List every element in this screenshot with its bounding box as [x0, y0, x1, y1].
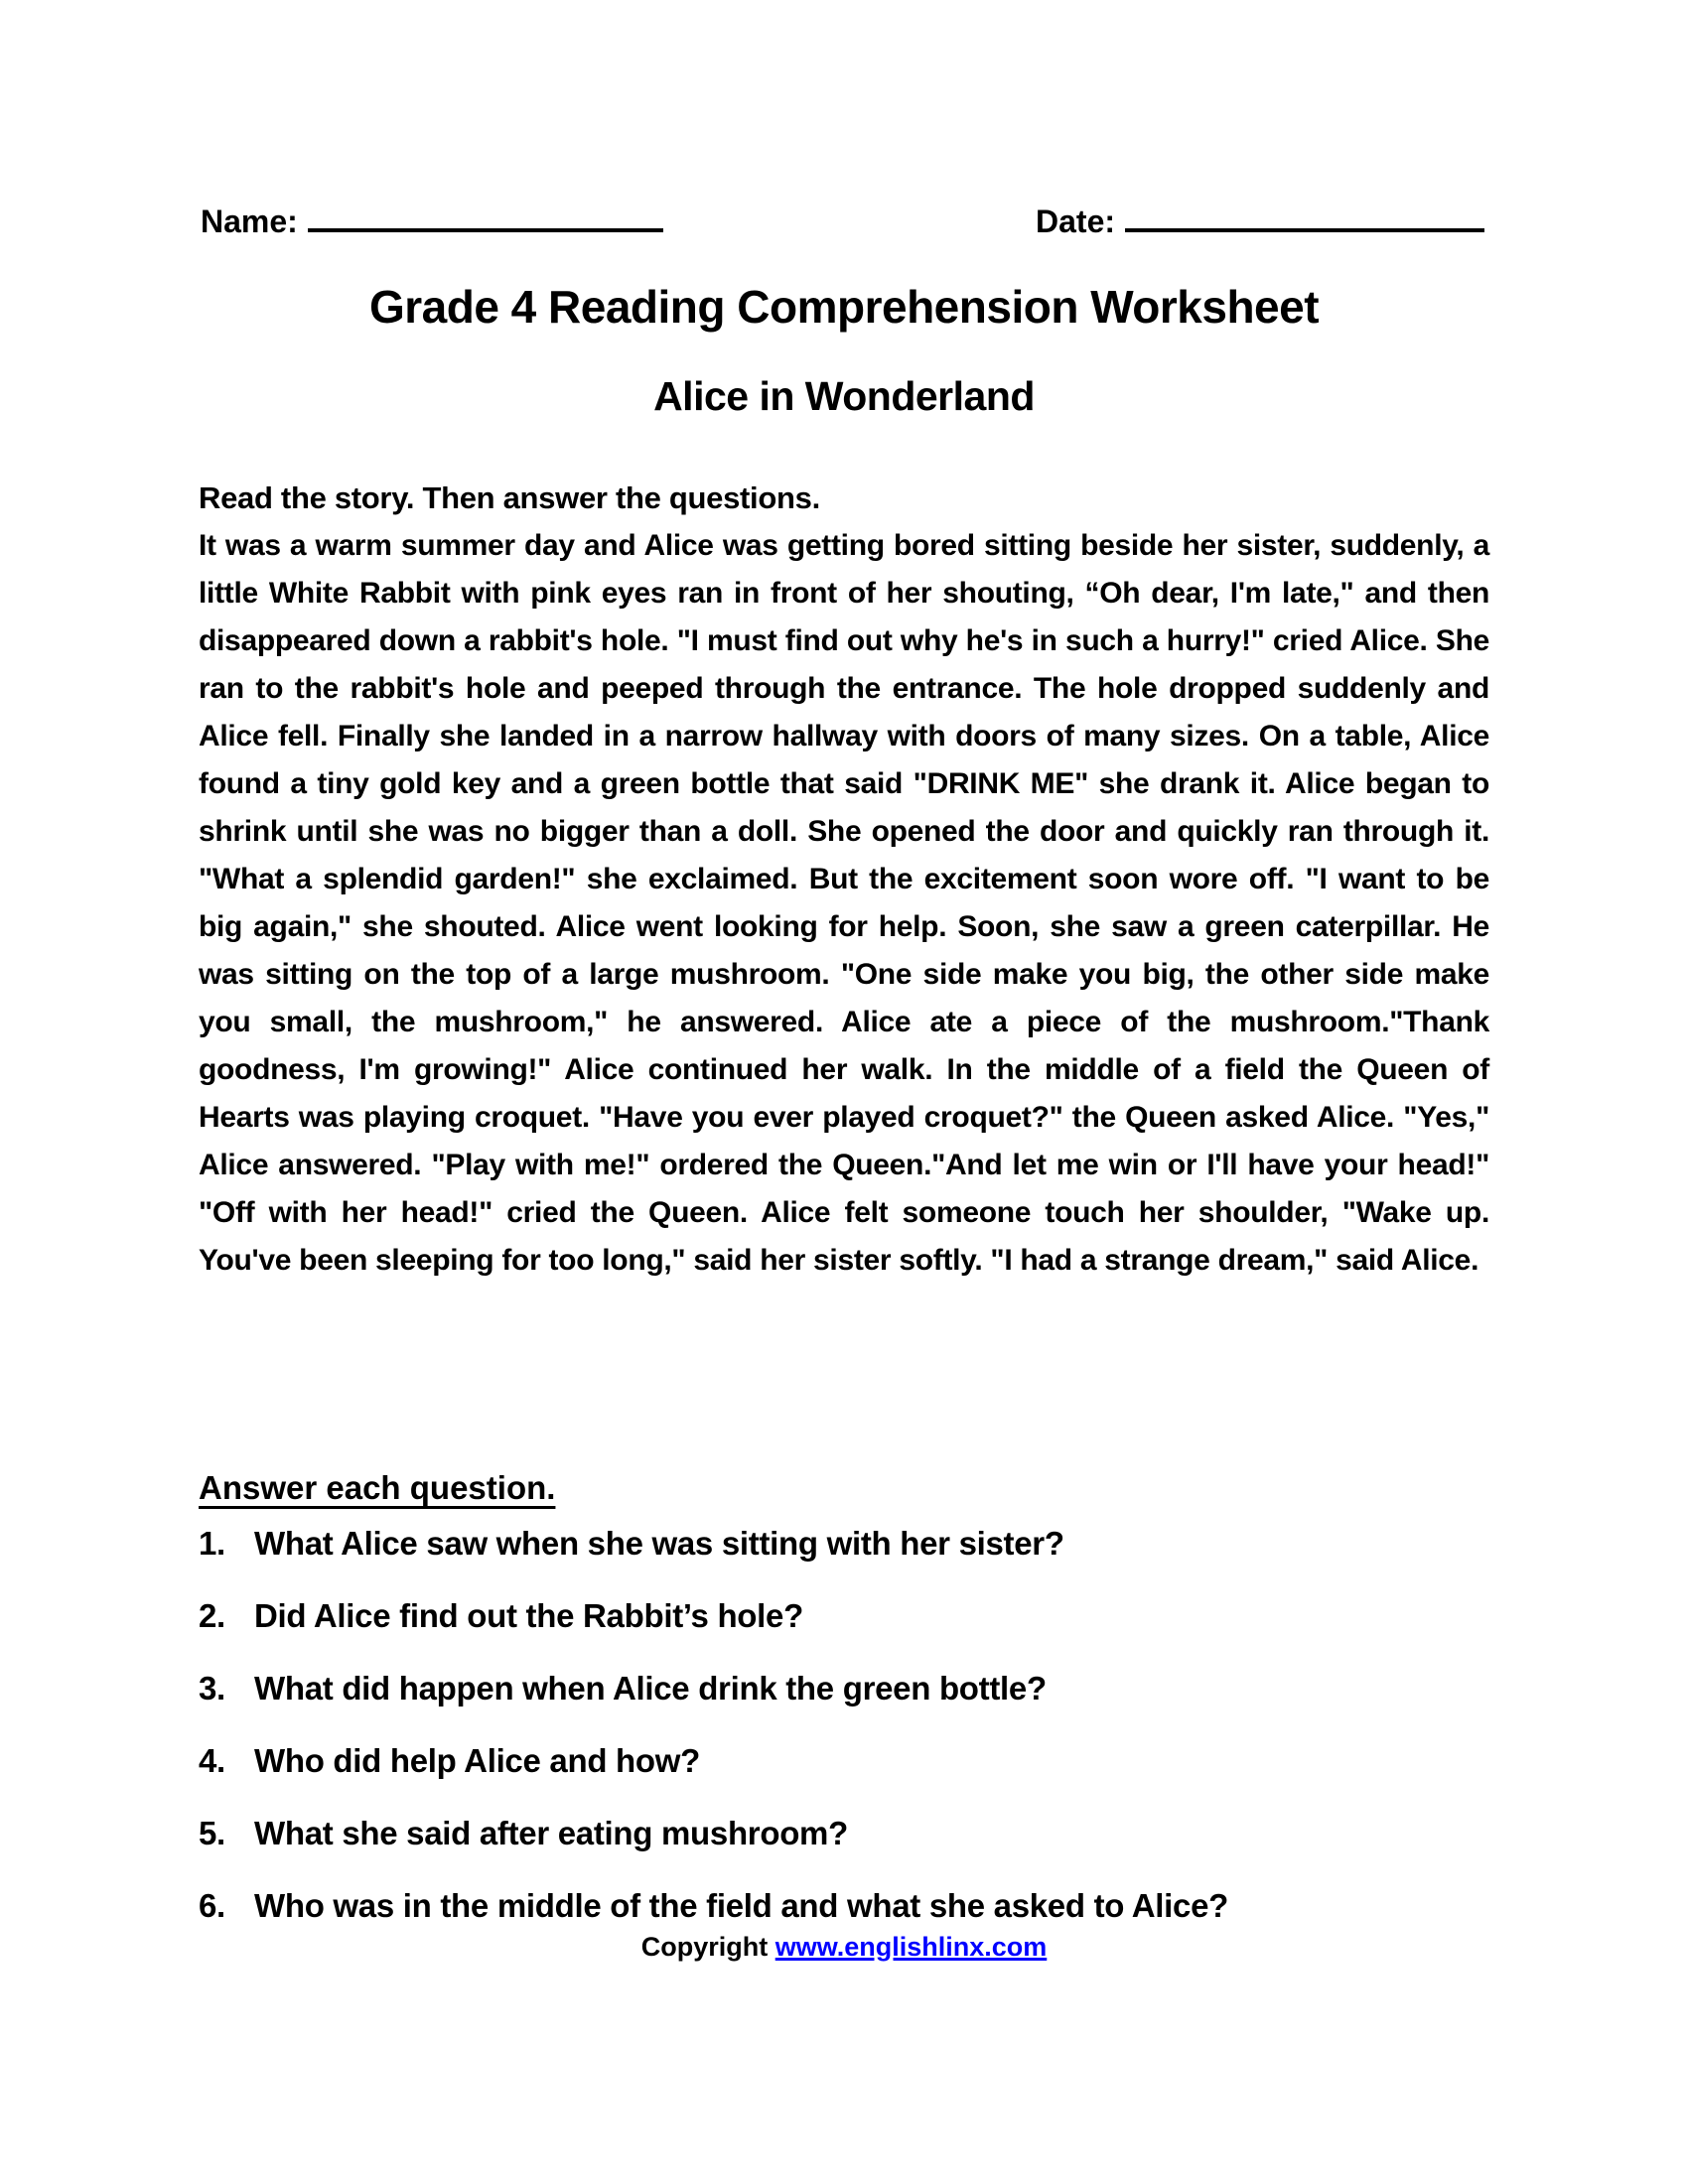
story-title: Alice in Wonderland — [653, 373, 1035, 419]
question-text: What she said after eating mushroom? — [254, 1815, 848, 1851]
question-number: 5. — [199, 1815, 225, 1851]
englishlinx-link[interactable]: www.englishlinx.com — [774, 1932, 1048, 1962]
question-number: 2. — [199, 1597, 225, 1634]
question-text: What Alice saw when she was sitting with her sister? — [254, 1525, 1064, 1562]
answer-section — [199, 1469, 555, 1507]
copyright-label: Copyright — [640, 1932, 775, 1962]
name-label: Name: — [201, 204, 298, 239]
date-blank-line — [1125, 199, 1484, 232]
question-row-4 — [199, 1739, 1509, 1783]
story-section — [199, 475, 1489, 1285]
question-row-3 — [199, 1667, 1509, 1710]
instruction-text: Read the story. Then answer the questions. — [199, 480, 820, 515]
answer-heading: Answer each question. — [199, 1469, 556, 1506]
question-number: 1. — [199, 1525, 225, 1562]
name-blank-line — [308, 199, 663, 232]
question-text: Who did help Alice and how? — [254, 1742, 700, 1779]
question-row-2 — [199, 1594, 1509, 1638]
question-text: What did happen when Alice drink the green bottle? — [254, 1670, 1047, 1706]
footer — [199, 1932, 1489, 1963]
question-text: Did Alice find out the Rabbit’s hole? — [254, 1597, 803, 1634]
question-row-1 — [199, 1522, 1509, 1566]
question-number: 4. — [199, 1742, 225, 1779]
date-label: Date: — [1036, 204, 1116, 239]
question-number: 3. — [199, 1670, 225, 1706]
question-text: Who was in the middle of the field and what she asked to Alice? — [254, 1887, 1229, 1924]
page-title: Grade 4 Reading Comprehension Worksheet — [368, 281, 1320, 333]
questions-list — [199, 1522, 1509, 1957]
story-paragraph: It was a warm summer day and Alice was getting bored sitting beside her sister, suddenly, a little White Rabbit with pink eyes ran in front of her shouting, “Oh dear, I'm late," and then disappeared down a rabbit's hole. "I must find out why he's in such a hurry!" cried Alice. She ran to the rabbit's hole and peeped through the entrance. The hole dropped suddenly and Alice fell. Finally she landed in a narrow hallway with doors of many sizes. On a table, Alice found a tiny gold key and a green bottle that said "DRINK ME" she drank it. Alice began to shrink until she was no bigger than a doll. She opened the door and quickly ran through it. "What a splendid garden!" she exclaimed. But the excitement soon wore off. "I want to be big again," she shouted. Alice went looking for help. Soon, she saw a green caterpillar. He was sitting on the top of a large mushroom. "One side make you big, the other side make you small, the mushroom," he answered. Alice ate a piece of the mushroom."Thank goodness, I'm growing!" Alice continued her walk. In the middle of a field the Queen of Hearts was playing croquet. "Have you ever played croquet?" the Queen asked Alice. "Yes," Alice answered. "Play with me!" ordered the Queen."And let me win or I'll have your head!" "Off with her head!" cried the Queen. Alice felt someone touch her shoulder, "Wake up. You've been sleeping for too long," said her sister softly. "I had a strange dream," said Alice. — [199, 529, 1489, 1277]
name-field — [201, 199, 663, 240]
date-field — [1036, 199, 1484, 240]
question-number: 6. — [199, 1887, 225, 1924]
question-row-6 — [199, 1884, 1509, 1928]
question-row-5 — [199, 1812, 1509, 1855]
